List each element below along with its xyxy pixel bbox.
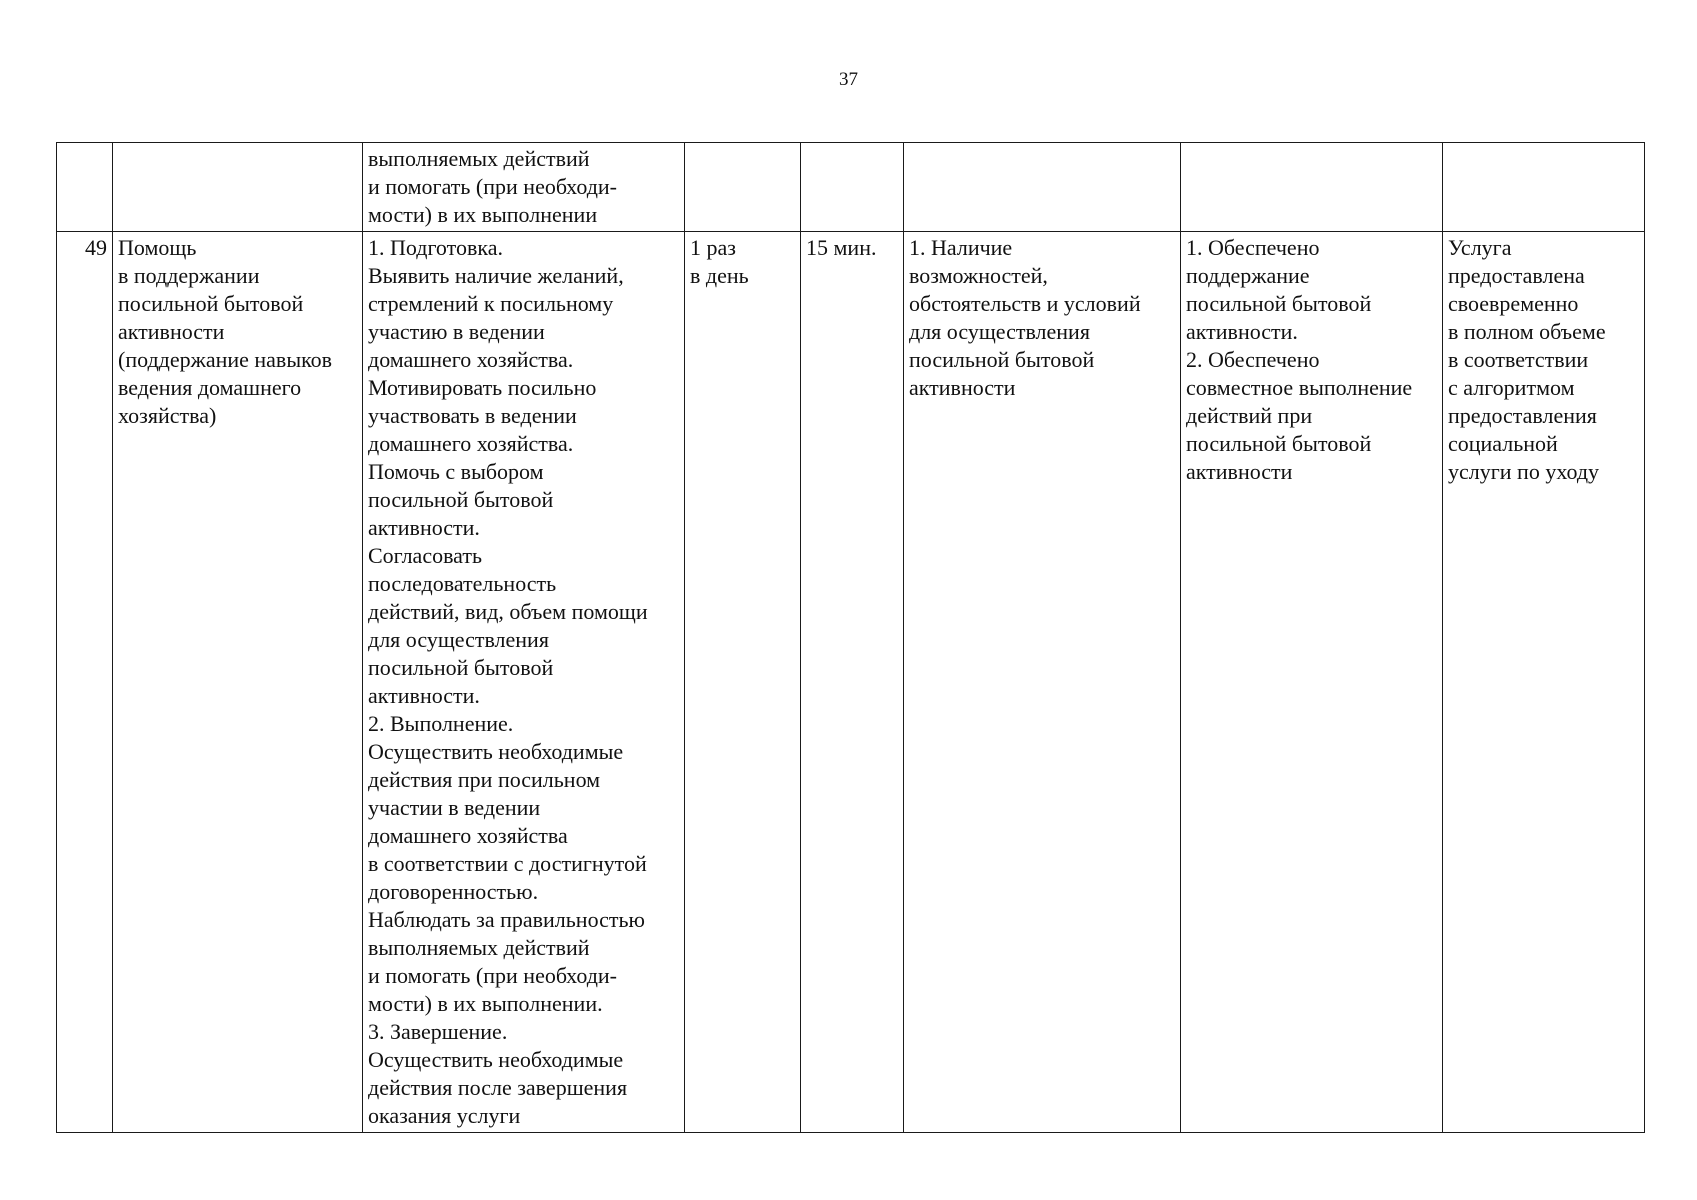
cell-conditions — [904, 143, 1181, 232]
page-number: 37 — [839, 69, 858, 90]
cell-duration — [801, 143, 904, 232]
table-row-continuation — [57, 143, 1645, 232]
cell-quality: Услуга предоставлена своевременно в полном объеме в соответствии с алгоритмом предоставления социальной услуги по уходу — [1443, 232, 1645, 1133]
cell-result: 1. Обеспечено поддержание посильной бытовой активности. 2. Обеспечено совместное выполнение действий при посильной бытовой активности — [1181, 232, 1443, 1133]
services-table — [56, 142, 1645, 1133]
cell-result — [1181, 143, 1443, 232]
cell-service-name — [113, 143, 363, 232]
cell-number: 49 — [57, 232, 113, 1133]
cell-frequency: 1 раз в день — [685, 232, 801, 1133]
cell-duration: 15 мин. — [801, 232, 904, 1133]
table-row-49 — [57, 232, 1645, 1133]
cell-conditions: 1. Наличие возможностей, обстоятельств и условий для осуществления посильной бытовой активности — [904, 232, 1181, 1133]
cell-service-content: выполняемых действий и помогать (при необходи- мости) в их выполнении — [363, 143, 685, 232]
cell-service-content: 1. Подготовка. Выявить наличие желаний, стремлений к посильному участию в ведении домашнего хозяйства. Мотивировать посильно участвовать в ведении домашнего хозяйства. Помочь с выбором посильной бытовой активности. Согласовать последовательность действий, вид, объем помощи для осуществления посильной бытовой активности. 2. Выполнение. Осуществить необходимые действия при посильном участии в ведении домашнего хозяйства в соответствии с достигнутой договоренностью. Наблюдать за правильностью выполняемых действий и помогать (при необходи- мости) в их выполнении. 3. Завершение. Осуществить необходимые действия после завершения оказания услуги — [363, 232, 685, 1133]
cell-service-name: Помощь в поддержании посильной бытовой активности (поддержание навыков ведения домашнего хозяйства) — [113, 232, 363, 1133]
cell-number — [57, 143, 113, 232]
cell-quality — [1443, 143, 1645, 232]
cell-frequency — [685, 143, 801, 232]
